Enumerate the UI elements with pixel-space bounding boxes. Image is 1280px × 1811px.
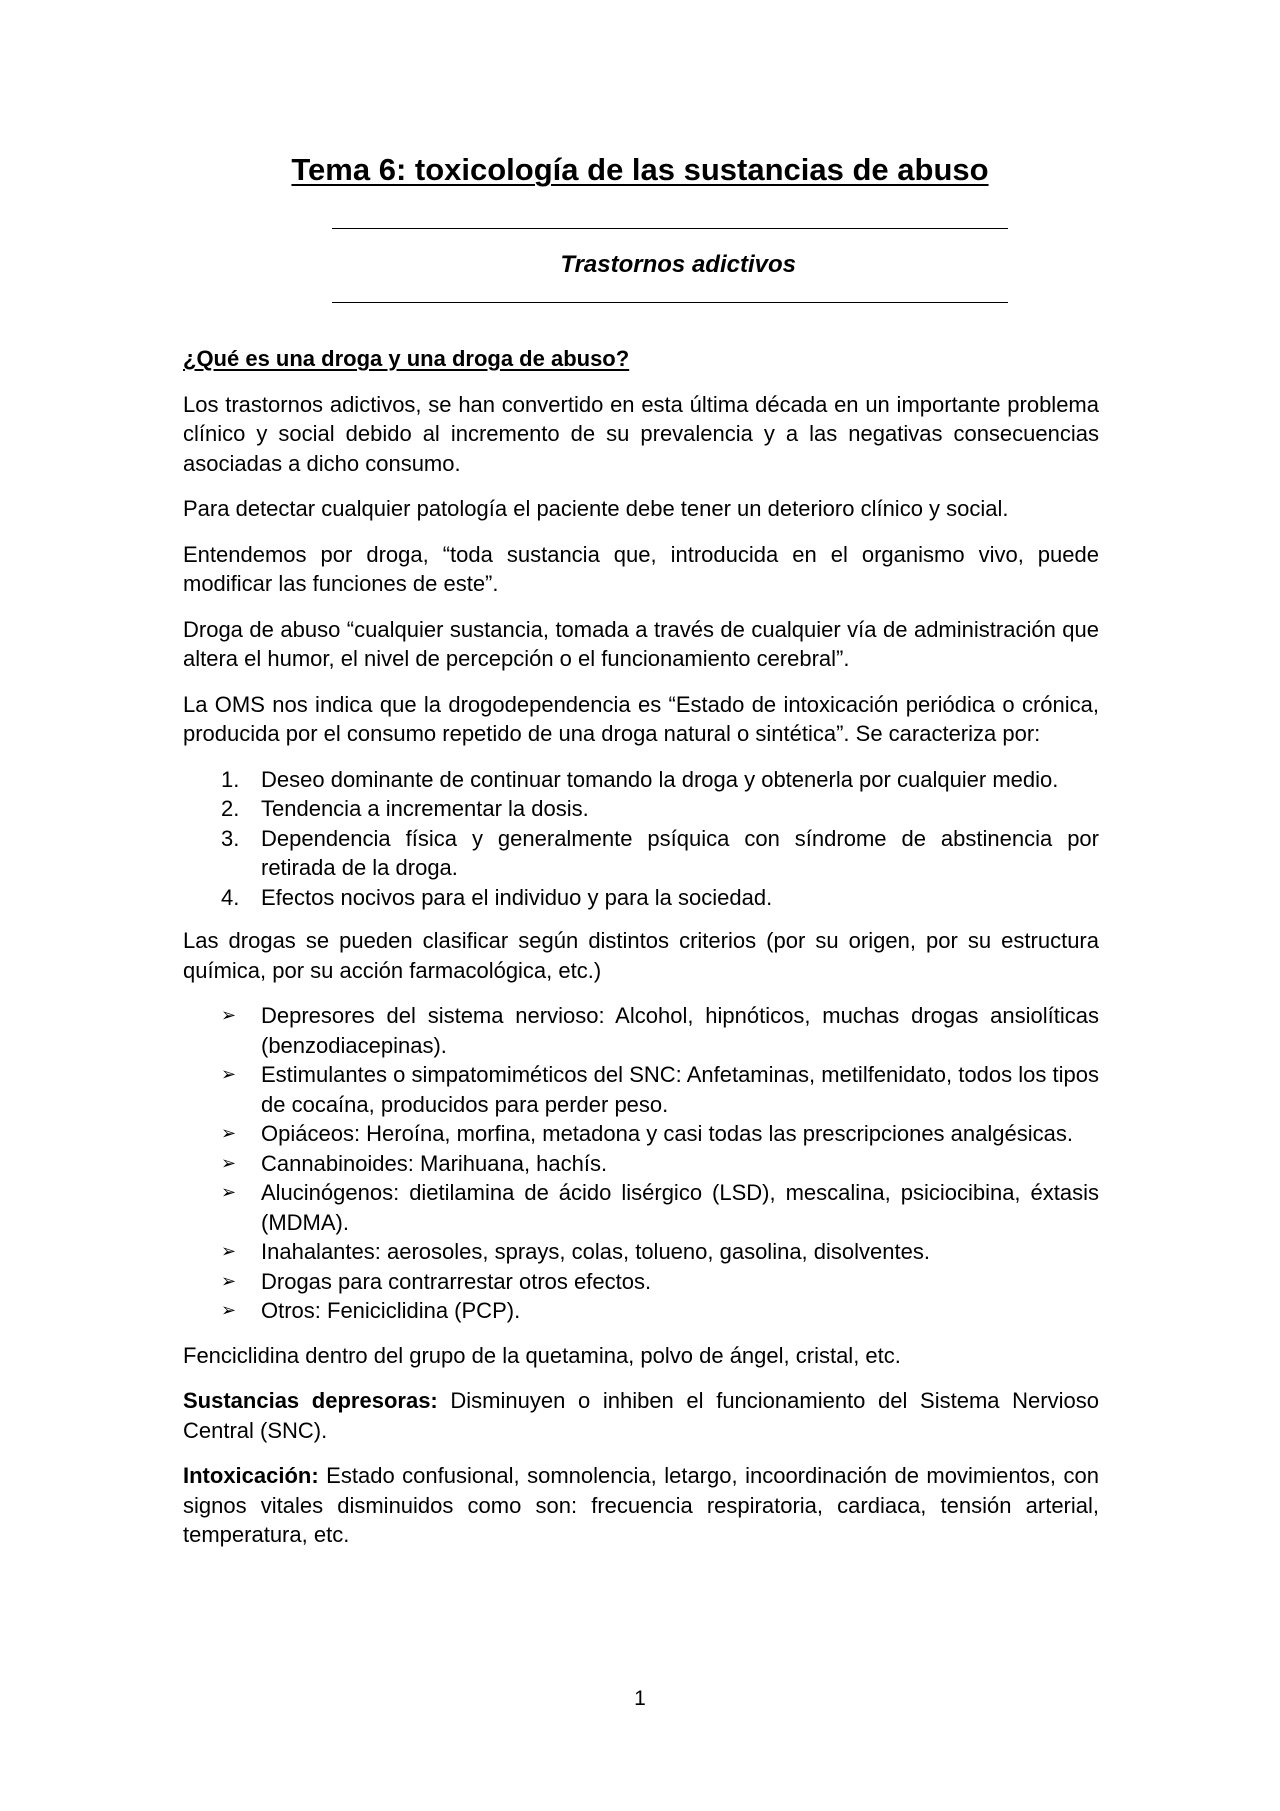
list-item-text: Efectos nocivos para el individuo y para la sociedad. (261, 884, 773, 910)
arrow-bullet-icon: ➢ (221, 1123, 237, 1143)
arrow-bullet-icon: ➢ (221, 1270, 237, 1291)
paragraph-intoxicacion (183, 1461, 1099, 1550)
list-item (183, 765, 1099, 795)
list-item-text: Opiáceos: Heroína, morfina, metadona y casi todas las prescripciones analgésicas. (261, 1121, 1073, 1146)
list-item (183, 824, 1099, 883)
list-item-text: Inahalantes: aerosoles, sprays, colas, tolueno, gasolina, disolventes. (261, 1239, 930, 1264)
arrow-bullet-icon: ➢ (221, 1300, 237, 1320)
paragraph-sustancias-depresoras (183, 1386, 1099, 1445)
subtitle-top-rule (332, 228, 1008, 229)
arrow-bullet-icon: ➢ (221, 1005, 237, 1025)
list-item (183, 1001, 1099, 1060)
list-item (183, 1060, 1099, 1119)
term-label: Intoxicación: (183, 1463, 319, 1488)
arrow-bullet-icon: ➢ (221, 1182, 237, 1202)
list-item-text: Estimulantes o simpatomiméticos del SNC: Anfetaminas, metilfenidato, todos los tipos de cocaína, producidos para perder peso. (261, 1062, 1099, 1117)
list-number: 4. (221, 884, 240, 910)
list-item (183, 1267, 1099, 1297)
list-number: 2. (221, 796, 240, 821)
list-item-text: Alucinógenos: dietilamina de ácido lisérgico (LSD), mescalina, psiciocibina, éxtasis (MDMA). (261, 1180, 1099, 1235)
paragraph-intro: Los trastornos adictivos, se han convertido en esta última década en un importante problema clínico y social debido al incremento de su prevalencia y a las negativas consecuencias asociadas a dicho consumo. (183, 391, 1099, 476)
list-number: 1. (221, 766, 240, 792)
list-item-text: Dependencia física y generalmente psíquica con síndrome de abstinencia por retirada de la droga. (261, 825, 1099, 880)
list-item-text: Depresores del sistema nervioso: Alcohol, hipnóticos, muchas drogas ansiolíticas (benzodiacepinas). (261, 1003, 1099, 1058)
drug-classes-list (183, 1001, 1099, 1326)
list-item (183, 1119, 1099, 1149)
paragraph-droga-abuso: Droga de abuso “cualquier sustancia, tomada a través de cualquier vía de administración que altera el humor, el nivel de percepción o el funcionamiento cerebral”. (183, 616, 1099, 671)
list-item-text: Cannabinoides: Marihuana, hachís. (261, 1150, 608, 1176)
document-subtitle: Trastornos adictivos (560, 251, 796, 278)
list-item (183, 883, 1099, 913)
list-item (183, 1237, 1099, 1267)
list-item-text: Tendencia a incrementar la dosis. (261, 796, 589, 821)
list-number: 3. (221, 825, 240, 851)
list-item (183, 1178, 1099, 1237)
document-body (183, 344, 1099, 1566)
arrow-bullet-icon: ➢ (221, 1064, 237, 1084)
paragraph-clasificacion: Las drogas se pueden clasificar según distintos criterios (por su origen, por su estructura química, por su acción farmacológica, etc.) (183, 928, 1099, 983)
arrow-bullet-icon: ➢ (221, 1241, 237, 1261)
paragraph-definicion-droga: Entendemos por droga, “toda sustancia que, introducida en el organismo vivo, puede modificar las funciones de este”. (183, 541, 1099, 596)
list-item (183, 1149, 1099, 1179)
list-item-text: Otros: Feniciclidina (PCP). (261, 1298, 521, 1323)
term-label: Sustancias depresoras: (183, 1388, 438, 1413)
paragraph-oms: La OMS nos indica que la drogodependencia es “Estado de intoxicación periódica o crónica, producida por el consumo repetido de una droga natural o sintética”. Se caracteriza por: (183, 691, 1099, 746)
page-number: 1 (634, 1687, 646, 1710)
subtitle-bottom-rule (332, 302, 1008, 303)
list-item-text: Deseo dominante de continuar tomando la droga y obtenerla por cualquier medio. (261, 766, 1059, 792)
paragraph-deterioro: Para detectar cualquier patología el paciente debe tener un deterioro clínico y social. (183, 496, 1009, 521)
paragraph-fenciclidina: Fenciclidina dentro del grupo de la quetamina, polvo de ángel, cristal, etc. (183, 1342, 901, 1368)
list-item (183, 794, 1099, 824)
characteristics-list (183, 765, 1099, 913)
term-definition: Estado confusional, somnolencia, letargo, incoordinación de movimientos, con signos vitales disminuidos como son: frecuencia respiratoria, cardiaca, tensión arterial, temperatura, etc. (183, 1463, 1099, 1547)
section-heading: ¿Qué es una droga y una droga de abuso? (183, 346, 630, 371)
list-item (183, 1296, 1099, 1326)
document-title: Tema 6: toxicología de las sustancias de abuso (291, 152, 989, 187)
list-item-text: Drogas para contrarrestar otros efectos. (261, 1268, 652, 1294)
term-definition: Disminuyen o inhiben el funcionamiento del Sistema Nervioso Central (SNC). (183, 1388, 1099, 1443)
arrow-bullet-icon: ➢ (221, 1152, 237, 1173)
